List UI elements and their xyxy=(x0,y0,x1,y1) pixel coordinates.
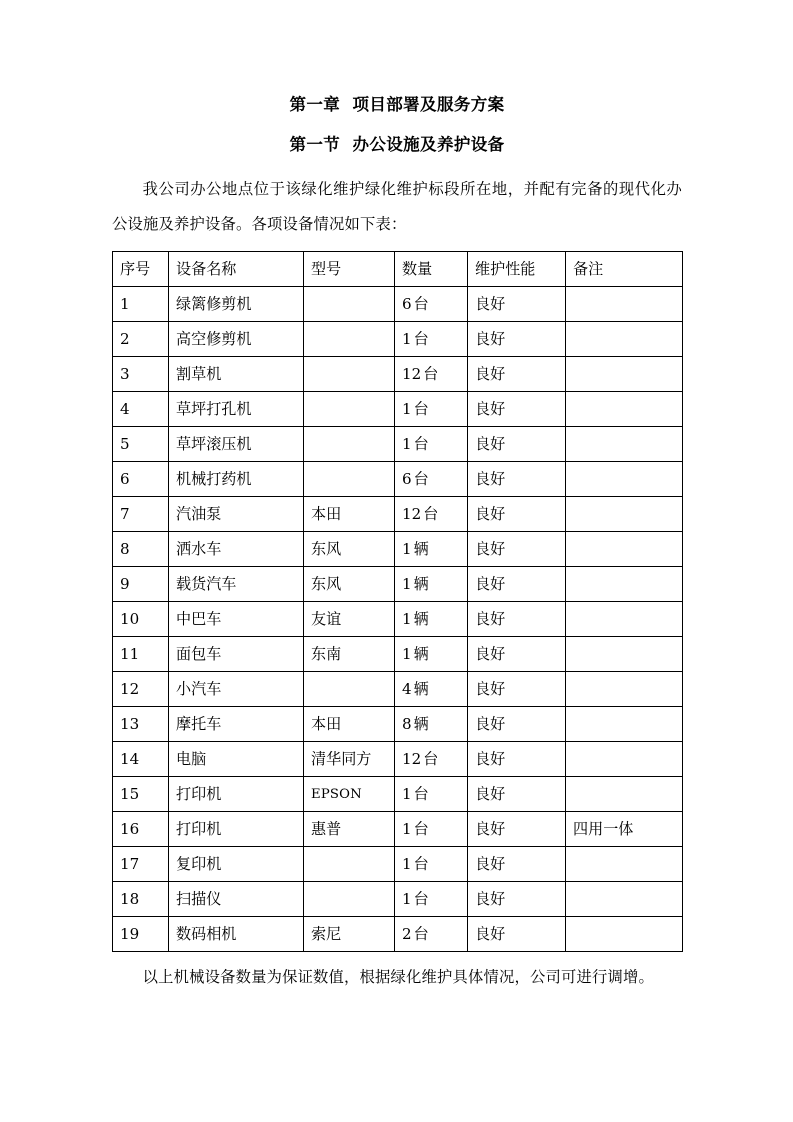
cell-remark xyxy=(566,287,683,322)
cell-quantity: 1 辆 xyxy=(395,532,468,567)
cell-remark xyxy=(566,462,683,497)
cell-no: 2 xyxy=(113,322,169,357)
cell-name: 机械打药机 xyxy=(169,462,304,497)
cell-name: 打印机 xyxy=(169,812,304,847)
table-row xyxy=(113,497,683,532)
cell-performance: 良好 xyxy=(468,392,566,427)
cell-model: 本田 xyxy=(304,707,395,742)
cell-performance: 良好 xyxy=(468,567,566,602)
cell-quantity: 1 台 xyxy=(395,882,468,917)
cell-no: 11 xyxy=(113,637,169,672)
header-cell-performance: 维护性能 xyxy=(468,252,566,287)
cell-model: 东南 xyxy=(304,637,395,672)
cell-remark xyxy=(566,882,683,917)
table-row xyxy=(113,322,683,357)
cell-name: 绿篱修剪机 xyxy=(169,287,304,322)
cell-quantity: 12 台 xyxy=(395,742,468,777)
cell-performance: 良好 xyxy=(468,812,566,847)
cell-model: 清华同方 xyxy=(304,742,395,777)
cell-performance: 良好 xyxy=(468,602,566,637)
table-row xyxy=(113,602,683,637)
cell-no: 16 xyxy=(113,812,169,847)
table-row xyxy=(113,707,683,742)
cell-model xyxy=(304,882,395,917)
cell-model xyxy=(304,287,395,322)
cell-model xyxy=(304,847,395,882)
cell-no: 14 xyxy=(113,742,169,777)
cell-name: 汽油泵 xyxy=(169,497,304,532)
cell-remark xyxy=(566,917,683,952)
page-content xyxy=(112,88,682,995)
table-body xyxy=(113,287,683,952)
cell-no: 13 xyxy=(113,707,169,742)
header-cell-model: 型号 xyxy=(304,252,395,287)
cell-performance: 良好 xyxy=(468,532,566,567)
cell-performance: 良好 xyxy=(468,777,566,812)
cell-quantity: 2 台 xyxy=(395,917,468,952)
cell-no: 15 xyxy=(113,777,169,812)
cell-model: EPSON xyxy=(304,777,395,812)
cell-name: 高空修剪机 xyxy=(169,322,304,357)
cell-remark xyxy=(566,602,683,637)
table-row xyxy=(113,287,683,322)
cell-name: 复印机 xyxy=(169,847,304,882)
cell-model xyxy=(304,357,395,392)
cell-quantity: 1 台 xyxy=(395,322,468,357)
cell-name: 草坪滚压机 xyxy=(169,427,304,462)
cell-no: 7 xyxy=(113,497,169,532)
cell-performance: 良好 xyxy=(468,742,566,777)
cell-quantity: 1 辆 xyxy=(395,637,468,672)
cell-model: 惠普 xyxy=(304,812,395,847)
cell-quantity: 1 台 xyxy=(395,847,468,882)
cell-performance: 良好 xyxy=(468,707,566,742)
cell-no: 9 xyxy=(113,567,169,602)
cell-remark xyxy=(566,427,683,462)
cell-name: 割草机 xyxy=(169,357,304,392)
cell-performance: 良好 xyxy=(468,882,566,917)
cell-name: 面包车 xyxy=(169,637,304,672)
cell-quantity: 12 台 xyxy=(395,357,468,392)
cell-name: 打印机 xyxy=(169,777,304,812)
cell-name: 摩托车 xyxy=(169,707,304,742)
cell-remark xyxy=(566,532,683,567)
table-row xyxy=(113,532,683,567)
table-row xyxy=(113,917,683,952)
cell-quantity: 1 台 xyxy=(395,427,468,462)
cell-quantity: 6 台 xyxy=(395,287,468,322)
chapter-heading: 第一章 项目部署及服务方案 xyxy=(289,95,505,114)
table-row xyxy=(113,427,683,462)
cell-performance: 良好 xyxy=(468,917,566,952)
table-row xyxy=(113,882,683,917)
cell-name: 载货汽车 xyxy=(169,567,304,602)
cell-model: 友谊 xyxy=(304,602,395,637)
cell-quantity: 1 辆 xyxy=(395,602,468,637)
header-cell-remark: 备注 xyxy=(566,252,683,287)
cell-remark xyxy=(566,637,683,672)
cell-remark xyxy=(566,322,683,357)
cell-no: 4 xyxy=(113,392,169,427)
cell-remark xyxy=(566,847,683,882)
table-row xyxy=(113,847,683,882)
cell-performance: 良好 xyxy=(468,462,566,497)
cell-no: 8 xyxy=(113,532,169,567)
cell-model xyxy=(304,672,395,707)
table-row xyxy=(113,392,683,427)
cell-model xyxy=(304,427,395,462)
cell-remark xyxy=(566,672,683,707)
cell-no: 3 xyxy=(113,357,169,392)
equipment-table xyxy=(112,251,683,952)
cell-remark xyxy=(566,742,683,777)
table-row xyxy=(113,812,683,847)
cell-quantity: 1 台 xyxy=(395,777,468,812)
cell-remark xyxy=(566,707,683,742)
cell-model xyxy=(304,322,395,357)
cell-performance: 良好 xyxy=(468,322,566,357)
cell-no: 1 xyxy=(113,287,169,322)
cell-remark xyxy=(566,392,683,427)
cell-performance: 良好 xyxy=(468,287,566,322)
cell-quantity: 12 台 xyxy=(395,497,468,532)
table-header xyxy=(113,252,683,287)
header-cell-no: 序号 xyxy=(113,252,169,287)
cell-no: 12 xyxy=(113,672,169,707)
cell-quantity: 6 台 xyxy=(395,462,468,497)
table-row xyxy=(113,672,683,707)
table-row xyxy=(113,462,683,497)
cell-model xyxy=(304,392,395,427)
cell-no: 10 xyxy=(113,602,169,637)
cell-performance: 良好 xyxy=(468,672,566,707)
cell-model xyxy=(304,462,395,497)
cell-performance: 良好 xyxy=(468,497,566,532)
cell-performance: 良好 xyxy=(468,637,566,672)
cell-performance: 良好 xyxy=(468,357,566,392)
cell-name: 数码相机 xyxy=(169,917,304,952)
cell-name: 草坪打孔机 xyxy=(169,392,304,427)
cell-name: 电脑 xyxy=(169,742,304,777)
cell-name: 中巴车 xyxy=(169,602,304,637)
cell-no: 19 xyxy=(113,917,169,952)
cell-quantity: 1 台 xyxy=(395,392,468,427)
table-row xyxy=(113,637,683,672)
table-row xyxy=(113,742,683,777)
cell-quantity: 1 辆 xyxy=(395,567,468,602)
closing-paragraph: 以上机械设备数量为保证数值，根据绿化维护具体情况，公司可进行调增。 xyxy=(142,968,654,986)
cell-name: 洒水车 xyxy=(169,532,304,567)
cell-model: 索尼 xyxy=(304,917,395,952)
cell-quantity: 8 辆 xyxy=(395,707,468,742)
cell-remark xyxy=(566,567,683,602)
table-header-row xyxy=(113,252,683,287)
table-row xyxy=(113,777,683,812)
cell-remark: 四用一体 xyxy=(566,812,683,847)
cell-model: 东风 xyxy=(304,532,395,567)
cell-model: 东风 xyxy=(304,567,395,602)
header-cell-name: 设备名称 xyxy=(169,252,304,287)
cell-name: 扫描仪 xyxy=(169,882,304,917)
cell-no: 18 xyxy=(113,882,169,917)
intro-paragraph: 我公司办公地点位于该绿化维护绿化维护标段所在地，并配有完备的现代化办公设施及养护设备。各项设备情况如下表： xyxy=(112,180,682,233)
cell-remark xyxy=(566,357,683,392)
cell-model: 本田 xyxy=(304,497,395,532)
cell-quantity: 4 辆 xyxy=(395,672,468,707)
cell-performance: 良好 xyxy=(468,427,566,462)
cell-remark xyxy=(566,777,683,812)
cell-remark xyxy=(566,497,683,532)
header-cell-quantity: 数量 xyxy=(395,252,468,287)
cell-name: 小汽车 xyxy=(169,672,304,707)
cell-no: 17 xyxy=(113,847,169,882)
table-row xyxy=(113,567,683,602)
cell-no: 6 xyxy=(113,462,169,497)
cell-performance: 良好 xyxy=(468,847,566,882)
table-row xyxy=(113,357,683,392)
cell-quantity: 1 台 xyxy=(395,812,468,847)
cell-no: 5 xyxy=(113,427,169,462)
section-heading: 第一节 办公设施及养护设备 xyxy=(289,135,505,154)
